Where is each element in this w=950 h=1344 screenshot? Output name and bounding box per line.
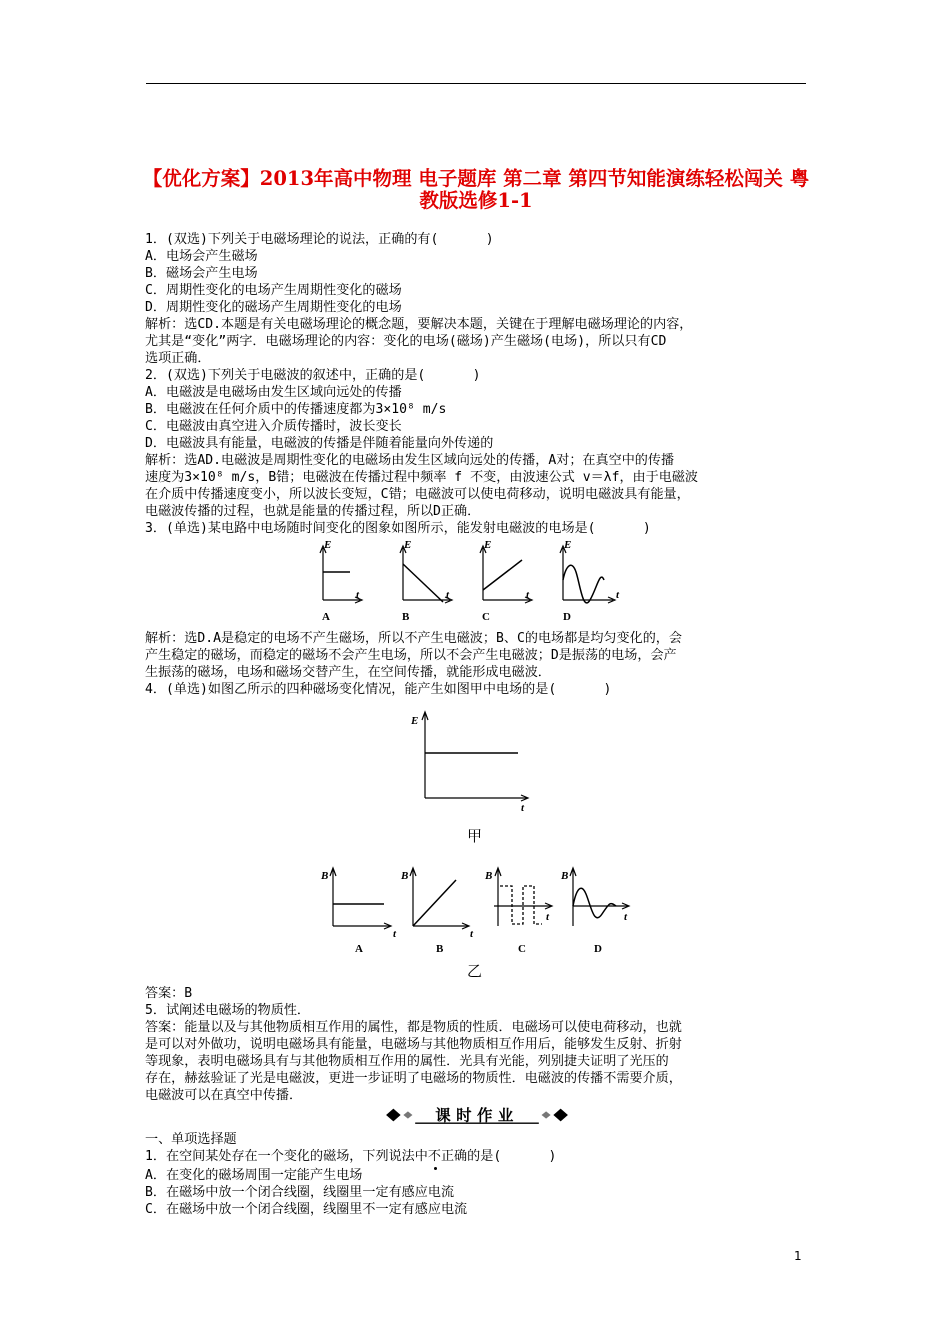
figure-q3	[300, 540, 640, 630]
text-line: D．周期性变化的磁场产生周期性变化的电场	[145, 300, 402, 315]
q1-text-before: 1．在空间某处存在一个变化的磁场，下列说法中	[145, 1149, 428, 1164]
figure-q4-jia	[405, 708, 535, 814]
fig3-axis-t: t	[446, 589, 450, 601]
text-line: 解析：选D.A是稳定的电场不产生磁场，所以不产生电磁波；B、C的电场都是均匀变化的，会	[145, 631, 682, 646]
text-line: B．电磁波在任何介质中的传播速度都为3×10⁸ m/s	[145, 402, 447, 417]
fig3-axis-E: E	[484, 539, 492, 551]
emphasis-mark: 不	[427, 1149, 441, 1164]
fig4-yi-axis-t: t	[624, 911, 628, 923]
fig3-axis-t: t	[616, 589, 620, 601]
page-title: 【优化方案】2013年高中物理 电子题库 第二章 第四节知能演练轻松闯关 粤教版选修1-1	[142, 167, 810, 212]
text-line: 答案：能量以及与其他物质相互作用的属性，都是物质的性质．电磁场可以使电荷移动，也就	[145, 1020, 682, 1035]
text-line: C．电磁波由真空进入介质传播时，波长变长	[145, 419, 402, 434]
fig4-yi-axis-t: t	[470, 928, 474, 940]
text-line: 生振荡的磁场，电场和磁场交替产生，在空间传播，就能形成电磁波．	[145, 665, 551, 680]
fig3-axis-E: E	[564, 539, 572, 551]
fig4-yi-axis-t: t	[393, 928, 397, 940]
text-line: 2．(双选)下列关于电磁波的叙述中，正确的是( )	[145, 368, 481, 383]
figure-q4-yi	[318, 862, 638, 957]
header-rule	[146, 83, 806, 84]
section-banner	[377, 1105, 577, 1125]
text-line: C．周期性变化的电场产生周期性变化的磁场	[145, 283, 402, 298]
fig4-yi-axis-B: B	[401, 870, 409, 882]
q1-text-after: 正确的是( )	[440, 1149, 557, 1164]
text-line: C．在磁场中放一个闭合线圈，线圈里不一定有感应电流	[145, 1202, 468, 1217]
text-line	[145, 1148, 556, 1165]
fig3-axis-t: t	[526, 589, 530, 601]
fig4-yi-label-d: D	[594, 943, 602, 955]
page-number: 1	[794, 1249, 802, 1263]
fig3-label-d: D	[563, 611, 571, 623]
fig4-yi-label-a: A	[355, 943, 363, 955]
text-line: 是可以对外做功，说明电磁场具有能量，电磁场与其他物质相互作用后，能够发生反射、折射	[145, 1037, 682, 1052]
fig4-yi-label-b: B	[436, 943, 444, 955]
fig4-jia-axis-E: E	[411, 715, 419, 727]
fig3-axis-E: E	[404, 539, 412, 551]
text-line: 1．(双选)下列关于电磁场理论的说法，正确的有( )	[145, 232, 494, 247]
text-line: 在介质中传播速度变小，所以波长变短，C错；电磁波可以使电荷移动，说明电磁波具有能量，	[145, 487, 690, 502]
fig3-label-c: C	[482, 611, 490, 623]
text-line: A．电场会产生磁场	[145, 249, 258, 264]
text-line: 等现象，表明电磁场具有与其他物质相互作用的属性．光具有光能，列别捷夫证明了光压的	[145, 1054, 669, 1069]
fig4-yi-axis-B: B	[321, 870, 329, 882]
text-line: A．在变化的磁场周围一定能产生电场	[145, 1168, 363, 1183]
text-line: 4．(单选)如图乙所示的四种磁场变化情况，能产生如图甲中电场的是( )	[145, 682, 612, 697]
banner-text: 课时作业	[435, 1106, 519, 1125]
fig4-yi-axis-B: B	[561, 870, 569, 882]
text-line: 尤其是“变化”两字．电磁场理论的内容：变化的电场(磁场)产生磁场(电场)，所以只有CD	[145, 334, 667, 349]
text-line: 产生稳定的磁场，而稳定的磁场不会产生电场，所以不会产生电磁波；D是振荡的电场，会产	[145, 648, 677, 663]
fig4-jia-axis-t: t	[521, 802, 525, 814]
text-line: A．电磁波是电磁场由发生区域向远处的传播	[145, 385, 402, 400]
text-line: 电磁波传播的过程，也就是能量的传播过程，所以D正确．	[145, 504, 481, 519]
text-line: B．在磁场中放一个闭合线圈，线圈里一定有感应电流	[145, 1185, 455, 1200]
text-line: 解析：选CD.本题是有关电磁场理论的概念题，要解决本题，关键在于理解电磁场理论的内容，	[145, 317, 693, 332]
fig4-yi-axis-B: B	[485, 870, 493, 882]
fig3-label-b: B	[402, 611, 410, 623]
caption-jia: 甲	[467, 827, 483, 845]
text-line: 解析：选AD.电磁波是周期性变化的电磁场由发生区域向远处的传播，A对；在真空中的传播	[145, 453, 675, 468]
fig3-axis-E: E	[324, 539, 332, 551]
fig3-axis-t: t	[356, 589, 360, 601]
fig4-yi-label-c: C	[518, 943, 526, 955]
text-line: 5．试阐述电磁场的物质性．	[145, 1003, 311, 1018]
text-line: 一、单项选择题	[145, 1132, 237, 1147]
text-line: 电磁波可以在真空中传播．	[145, 1088, 303, 1103]
caption-yi: 乙	[467, 962, 483, 980]
fig3-label-a: A	[322, 611, 330, 623]
text-line: 存在，赫兹验证了光是电磁波，更进一步证明了电磁场的物质性．电磁波的传播不需要介质，	[145, 1071, 682, 1086]
text-line: 3．(单选)某电路中电场随时间变化的图象如图所示，能发射电磁波的电场是( )	[145, 521, 651, 536]
fig4-yi-axis-t: t	[546, 911, 550, 923]
text-line: 选项正确．	[145, 351, 211, 366]
text-line: D．电磁波具有能量，电磁波的传播是伴随着能量向外传递的	[145, 436, 494, 451]
text-line: B．磁场会产生电场	[145, 266, 258, 281]
text-line: 答案：B	[145, 986, 193, 1001]
text-line: 速度为3×10⁸ m/s，B错；电磁波在传播过程中频率 f 不变，由波速公式 v＝λf，由于电磁波	[145, 470, 699, 485]
